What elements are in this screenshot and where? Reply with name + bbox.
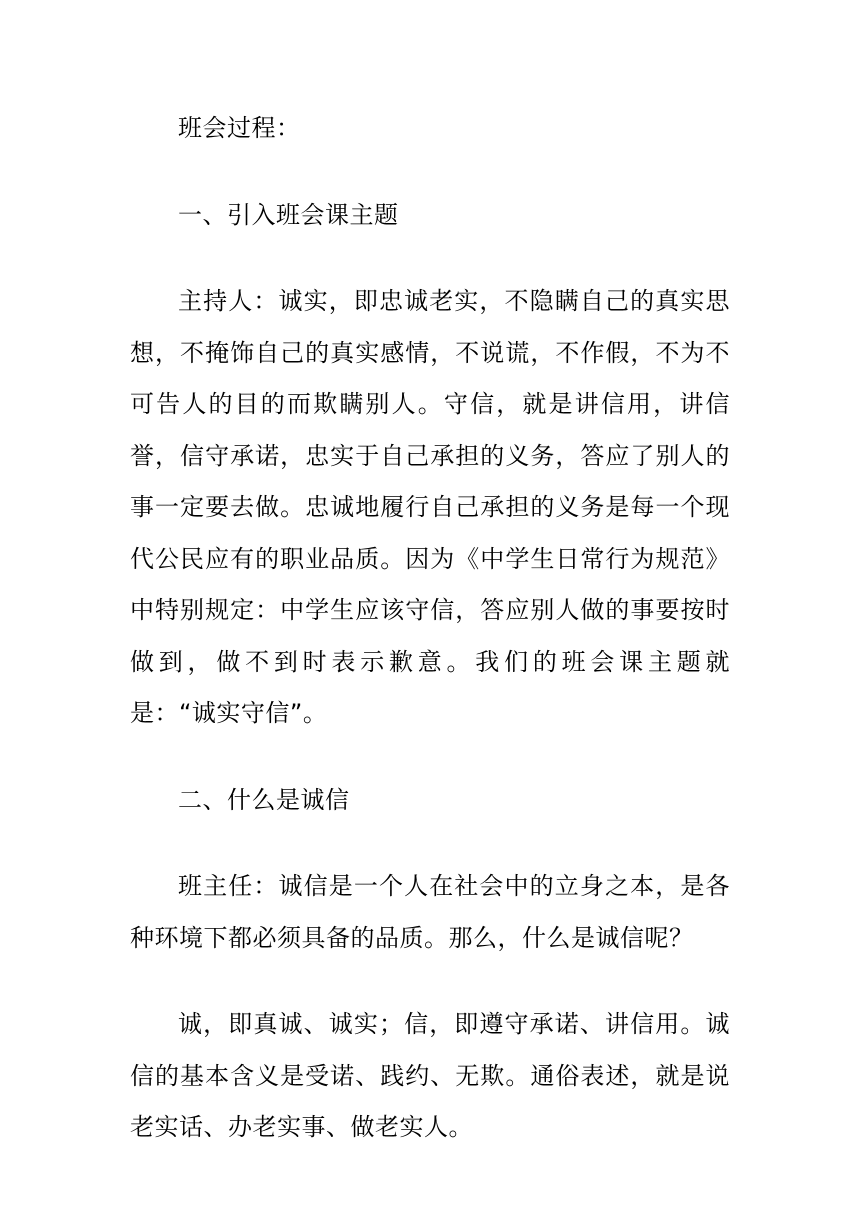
heading-introduce-theme: 一、引入班会课主题 [178,200,399,229]
paragraph-host-speech: 主持人：诚实，即忠诚老实，不隐瞒自己的真实思想，不掩饰自己的真实感情，不说谎，不作假，不为不可告人的目的而欺瞒别人。守信，就是讲信用，讲信誉，信守承诺，忠实于自己承担的义务，答应了别人的事一定要去做。忠诚地履行自己承担的义务是每一个现代公民应有的职业品质。因为《中学生日常行为规范》中特别规定：中学生应该守信，答应别人做的事要按时做到，做不到时表示歉意。我们的班会课主题就是：“诚实守信”。 [130,287,730,727]
paragraph-teacher-speech: 班主任：诚信是一个人在社会中的立身之本，是各种环境下都必须具备的品质。那么，什么是诚信呢？ [130,872,730,952]
paragraph-integrity-definition: 诚，即真诚、诚实；信，即遵守承诺、讲信用。诚信的基本含义是受诺、践约、无欺。通俗表述，就是说老实话、办老实事、做老实人。 [130,1010,730,1141]
document-body [130,103,730,1154]
heading-what-is-integrity: 二、什么是诚信 [178,785,350,814]
section-label-process: 班会过程： [178,114,301,142]
